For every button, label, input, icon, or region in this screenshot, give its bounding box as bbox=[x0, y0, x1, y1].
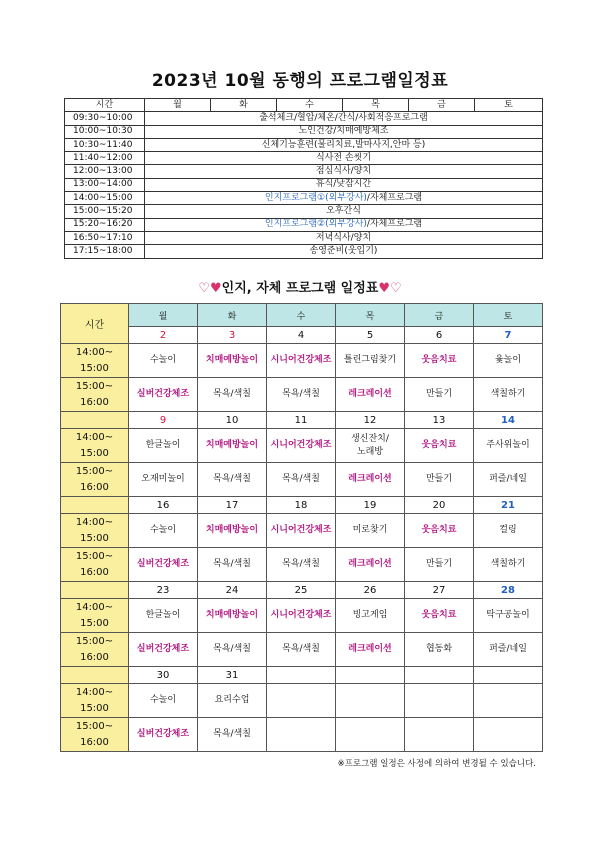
schedule-header-cell: 금 bbox=[409, 99, 475, 112]
time-slot-cell: 14:00~ 15:00 bbox=[61, 429, 129, 463]
weekly-header-cell: 화 bbox=[198, 304, 267, 327]
date-cell bbox=[405, 667, 474, 684]
activity-cell: 수놀이 bbox=[129, 344, 198, 378]
date-cell: 28 bbox=[474, 582, 543, 599]
date-cell: 4 bbox=[267, 327, 336, 344]
schedule-row bbox=[65, 138, 543, 151]
date-cell: 20 bbox=[405, 497, 474, 514]
activity-cell: 목욕/색칠 bbox=[267, 378, 336, 412]
activity-row bbox=[61, 684, 543, 718]
page-title: 2023년 10월 동행의 프로그램일정표 bbox=[151, 71, 449, 91]
program-highlight: 인지프로그램①(외부강사) bbox=[264, 192, 367, 203]
activity-cell: 요리수업 bbox=[198, 684, 267, 718]
activity-cell bbox=[336, 684, 405, 718]
activity-cell: 수놀이 bbox=[129, 514, 198, 548]
activity-cell: 치매예방놀이 bbox=[198, 429, 267, 463]
program-highlight: 인지프로그램②(외부강사) bbox=[264, 219, 367, 230]
schedule-row bbox=[65, 152, 543, 165]
activity-cell: 윷놀이 bbox=[474, 344, 543, 378]
weekly-header-cell: 토 bbox=[474, 304, 543, 327]
activity-cell: 목욕/색칠 bbox=[198, 548, 267, 582]
schedule-row bbox=[65, 165, 543, 178]
activity-cell: 웃음치료 bbox=[405, 599, 474, 633]
schedule-row bbox=[65, 178, 543, 191]
activity-cell: 협동화 bbox=[405, 633, 474, 667]
schedule-time: 17:15~18:00 bbox=[65, 245, 145, 258]
date-row-spacer bbox=[61, 582, 129, 599]
date-cell: 27 bbox=[405, 582, 474, 599]
activity-cell: 오재미놀이 bbox=[129, 463, 198, 497]
activity-cell: 실버건강체조 bbox=[129, 633, 198, 667]
date-cell: 24 bbox=[198, 582, 267, 599]
activity-cell: 한글놀이 bbox=[129, 599, 198, 633]
schedule-program: 오후간식 bbox=[145, 205, 543, 218]
weekly-program-table bbox=[60, 303, 543, 752]
schedule-program bbox=[145, 218, 543, 231]
activity-cell bbox=[336, 718, 405, 752]
activity-row bbox=[61, 429, 543, 463]
weekly-header-cell: 시간 bbox=[61, 304, 129, 344]
activity-cell: 빙고게임 bbox=[336, 599, 405, 633]
activity-cell bbox=[267, 718, 336, 752]
activity-cell: 시니어건강체조 bbox=[267, 514, 336, 548]
date-cell: 16 bbox=[129, 497, 198, 514]
schedule-time: 15:20~16:20 bbox=[65, 218, 145, 231]
activity-cell: 색칠하기 bbox=[474, 548, 543, 582]
schedule-program: 식사전 손씻기 bbox=[145, 152, 543, 165]
date-row bbox=[61, 327, 543, 344]
time-slot-cell: 15:00~ 16:00 bbox=[61, 378, 129, 412]
date-cell: 11 bbox=[267, 412, 336, 429]
daily-schedule-table bbox=[64, 98, 543, 259]
activity-cell bbox=[474, 718, 543, 752]
activity-cell: 목욕/색칠 bbox=[267, 633, 336, 667]
activity-cell: 퍼즐/네일 bbox=[474, 463, 543, 497]
weekly-header-row bbox=[61, 304, 543, 327]
schedule-time: 11:40~12:00 bbox=[65, 152, 145, 165]
activity-cell: 치매예방놀이 bbox=[198, 344, 267, 378]
activity-row bbox=[61, 718, 543, 752]
weekly-header-cell: 수 bbox=[267, 304, 336, 327]
date-cell: 2 bbox=[129, 327, 198, 344]
activity-cell: 주사위놀이 bbox=[474, 429, 543, 463]
activity-cell: 실버건강체조 bbox=[129, 718, 198, 752]
activity-cell: 시니어건강체조 bbox=[267, 429, 336, 463]
schedule-program: 노인건강/치매예방체조 bbox=[145, 125, 543, 138]
activity-cell bbox=[474, 684, 543, 718]
schedule-program: 휴식/낮잠시간 bbox=[145, 178, 543, 191]
schedule-header-cell: 월 bbox=[145, 99, 211, 112]
activity-row bbox=[61, 378, 543, 412]
activity-row bbox=[61, 548, 543, 582]
time-slot-cell: 14:00~ 15:00 bbox=[61, 514, 129, 548]
date-cell bbox=[267, 667, 336, 684]
activity-row bbox=[61, 463, 543, 497]
schedule-header-cell: 수 bbox=[277, 99, 343, 112]
schedule-header-cell: 토 bbox=[475, 99, 543, 112]
date-row-spacer bbox=[61, 412, 129, 429]
date-cell: 14 bbox=[474, 412, 543, 429]
schedule-row bbox=[65, 192, 543, 205]
date-cell: 30 bbox=[129, 667, 198, 684]
schedule-time: 13:00~14:00 bbox=[65, 178, 145, 191]
date-row-spacer bbox=[61, 497, 129, 514]
activity-cell: 컬링 bbox=[474, 514, 543, 548]
activity-cell: 만들기 bbox=[405, 463, 474, 497]
activity-cell: 웃음치료 bbox=[405, 344, 474, 378]
schedule-program: 신체기능훈련(물리치료,발마사지,안마 등) bbox=[145, 138, 543, 151]
date-cell: 17 bbox=[198, 497, 267, 514]
activity-cell: 목욕/색칠 bbox=[198, 463, 267, 497]
schedule-header-row bbox=[65, 99, 543, 112]
activity-cell: 목욕/색칠 bbox=[198, 378, 267, 412]
schedule-row bbox=[65, 231, 543, 244]
heart-icon: ♥♡ bbox=[378, 281, 402, 296]
activity-cell: 시니어건강체조 bbox=[267, 344, 336, 378]
schedule-program: 점심식사/양치 bbox=[145, 165, 543, 178]
schedule-time: 10:30~11:40 bbox=[65, 138, 145, 151]
activity-cell: 탁구공놀이 bbox=[474, 599, 543, 633]
activity-cell: 목욕/색칠 bbox=[198, 718, 267, 752]
weekly-subtitle bbox=[0, 277, 600, 296]
activity-cell: 치매예방놀이 bbox=[198, 599, 267, 633]
date-row bbox=[61, 497, 543, 514]
date-cell: 10 bbox=[198, 412, 267, 429]
activity-cell: 레크레이션 bbox=[336, 378, 405, 412]
time-slot-cell: 15:00~ 16:00 bbox=[61, 548, 129, 582]
date-cell: 6 bbox=[405, 327, 474, 344]
heart-icon: ♡♥ bbox=[198, 281, 222, 296]
date-row bbox=[61, 582, 543, 599]
time-slot-cell: 15:00~ 16:00 bbox=[61, 463, 129, 497]
schedule-header-cell: 목 bbox=[343, 99, 409, 112]
activity-cell: 레크레이션 bbox=[336, 463, 405, 497]
schedule-program: 송영준비(웃입기) bbox=[145, 245, 543, 258]
date-cell: 13 bbox=[405, 412, 474, 429]
program-suffix: /자체프로그램 bbox=[366, 192, 423, 203]
schedule-header-cell: 시간 bbox=[65, 99, 145, 112]
time-slot-cell: 14:00~ 15:00 bbox=[61, 599, 129, 633]
time-slot-cell: 15:00~ 16:00 bbox=[61, 718, 129, 752]
date-cell bbox=[474, 667, 543, 684]
date-cell: 18 bbox=[267, 497, 336, 514]
date-cell: 7 bbox=[474, 327, 543, 344]
schedule-program: 출석체크/혈압/체온/간식/사회적응프로그램 bbox=[145, 112, 543, 125]
schedule-program bbox=[145, 192, 543, 205]
activity-row bbox=[61, 599, 543, 633]
date-row bbox=[61, 412, 543, 429]
activity-cell: 웃음치료 bbox=[405, 514, 474, 548]
time-slot-cell: 14:00~ 15:00 bbox=[61, 684, 129, 718]
activity-row bbox=[61, 514, 543, 548]
date-cell: 9 bbox=[129, 412, 198, 429]
activity-cell: 치매예방놀이 bbox=[198, 514, 267, 548]
schedule-time: 10:00~10:30 bbox=[65, 125, 145, 138]
date-cell: 23 bbox=[129, 582, 198, 599]
activity-cell: 미로찾기 bbox=[336, 514, 405, 548]
activity-cell: 틀린그림찾기 bbox=[336, 344, 405, 378]
activity-cell: 목욕/색칠 bbox=[267, 463, 336, 497]
schedule-time: 15:00~15:20 bbox=[65, 205, 145, 218]
time-slot-cell: 15:00~ 16:00 bbox=[61, 633, 129, 667]
activity-cell: 웃음치료 bbox=[405, 429, 474, 463]
schedule-row bbox=[65, 205, 543, 218]
activity-cell: 색칠하기 bbox=[474, 378, 543, 412]
activity-cell: 목욕/색칠 bbox=[198, 633, 267, 667]
date-cell: 12 bbox=[336, 412, 405, 429]
date-cell: 5 bbox=[336, 327, 405, 344]
activity-cell: 레크레이션 bbox=[336, 633, 405, 667]
activity-cell: 퍼즐/네일 bbox=[474, 633, 543, 667]
activity-cell: 수놀이 bbox=[129, 684, 198, 718]
activity-cell: 한글놀이 bbox=[129, 429, 198, 463]
activity-cell: 생신잔치/ 노래방 bbox=[336, 429, 405, 463]
activity-cell bbox=[405, 684, 474, 718]
activity-cell bbox=[405, 718, 474, 752]
date-row bbox=[61, 667, 543, 684]
activity-cell: 만들기 bbox=[405, 378, 474, 412]
date-cell bbox=[336, 667, 405, 684]
weekly-header-cell: 금 bbox=[405, 304, 474, 327]
weekly-header-cell: 월 bbox=[129, 304, 198, 327]
schedule-row bbox=[65, 218, 543, 231]
date-cell: 31 bbox=[198, 667, 267, 684]
date-row-spacer bbox=[61, 667, 129, 684]
schedule-header-cell: 화 bbox=[211, 99, 277, 112]
weekly-header-cell: 목 bbox=[336, 304, 405, 327]
activity-cell: 시니어건강체조 bbox=[267, 599, 336, 633]
subtitle-text: 인지, 자체 프로그램 일정표 bbox=[221, 281, 379, 296]
schedule-time: 14:00~15:00 bbox=[65, 192, 145, 205]
activity-cell: 실버건강체조 bbox=[129, 548, 198, 582]
activity-cell: 만들기 bbox=[405, 548, 474, 582]
activity-row bbox=[61, 633, 543, 667]
schedule-time: 09:30~10:00 bbox=[65, 112, 145, 125]
schedule-note: ※프로그램 일정은 사정에 의하여 변경될 수 있습니다. bbox=[337, 759, 536, 769]
date-cell: 21 bbox=[474, 497, 543, 514]
schedule-time: 12:00~13:00 bbox=[65, 165, 145, 178]
date-cell: 25 bbox=[267, 582, 336, 599]
activity-cell: 레크레이션 bbox=[336, 548, 405, 582]
date-cell: 19 bbox=[336, 497, 405, 514]
schedule-program: 저녁식사/양치 bbox=[145, 231, 543, 244]
activity-cell: 실버건강체조 bbox=[129, 378, 198, 412]
schedule-row bbox=[65, 245, 543, 258]
date-cell: 3 bbox=[198, 327, 267, 344]
schedule-row bbox=[65, 125, 543, 138]
activity-cell: 목욕/색칠 bbox=[267, 548, 336, 582]
activity-row bbox=[61, 344, 543, 378]
schedule-time: 16:50~17:10 bbox=[65, 231, 145, 244]
schedule-row bbox=[65, 112, 543, 125]
activity-cell bbox=[267, 684, 336, 718]
time-slot-cell: 14:00~ 15:00 bbox=[61, 344, 129, 378]
date-cell: 26 bbox=[336, 582, 405, 599]
program-suffix: /자체프로그램 bbox=[366, 219, 423, 230]
